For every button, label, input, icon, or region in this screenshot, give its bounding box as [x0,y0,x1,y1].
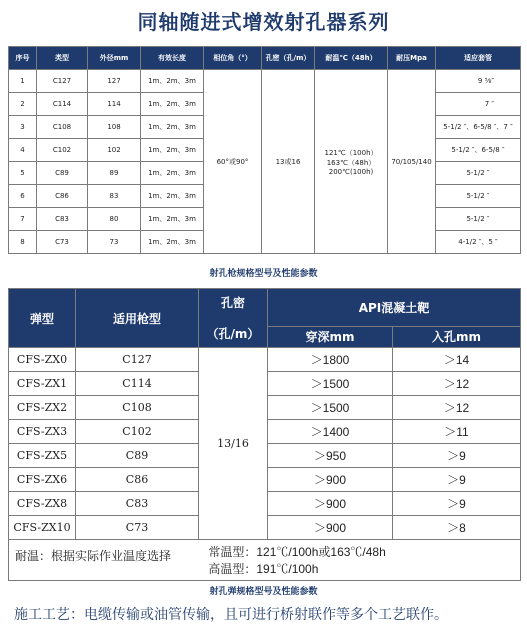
header-density-top: 孔密 [220,296,245,310]
row-pen: ＞1500 [268,372,393,396]
row-hole: ＞11 [393,420,521,444]
header-length: 有效长度 [141,47,204,70]
row-length: 1m、2m、3m [141,208,204,231]
row-od: 114 [88,93,141,116]
header-phase: 相位角（°） [204,47,262,70]
row-model: CFS-ZX6 [9,468,76,492]
header-no: 序号 [9,47,37,70]
table-row [9,348,521,372]
temperature-note-row [9,540,521,581]
temp-cell [315,70,388,254]
header-pen: 穿深mm [268,326,393,347]
row-model: CFS-ZX8 [9,492,76,516]
row-no: 3 [9,116,37,139]
header-density [199,289,268,348]
row-model: CFS-ZX10 [9,516,76,540]
row-gun: C86 [76,468,199,492]
row-length: 1m、2m、3m [141,185,204,208]
row-casing: 5-1/2 ″ [436,162,521,185]
row-no: 5 [9,162,37,185]
row-casing: 5-1/2 ″ [436,208,521,231]
header-density: 孔密（孔/m） [262,47,315,70]
row-length: 1m、2m、3m [141,70,204,93]
note-high: 高温型：191℃/100h [208,562,319,576]
row-gun: C83 [76,492,199,516]
row-pen: ＞1800 [268,348,393,372]
row-hole: ＞8 [393,516,521,540]
row-casing: 5-1/2 ″、6-5/8 ″、7 ″ [436,116,521,139]
row-hole: ＞14 [393,348,521,372]
row-type: C102 [37,139,88,162]
row-model: CFS-ZX5 [9,444,76,468]
row-hole: ＞9 [393,444,521,468]
row-hole: ＞9 [393,492,521,516]
row-hole: ＞12 [393,396,521,420]
header-hole: 入孔mm [393,326,521,347]
charge-density-cell: 13/16 [199,348,268,540]
note-left: 耐温：根据实际作业温度选择 [15,549,172,563]
row-od: 89 [88,162,141,185]
row-hole: ＞12 [393,372,521,396]
row-type: C127 [37,70,88,93]
row-model: CFS-ZX2 [9,396,76,420]
row-type: C114 [37,93,88,116]
row-model: CFS-ZX3 [9,420,76,444]
row-pen: ＞900 [268,516,393,540]
row-type: C83 [37,208,88,231]
header-model: 弹型 [9,289,76,348]
row-pen: ＞900 [268,468,393,492]
charge-table-header-row [9,289,521,327]
row-no: 6 [9,185,37,208]
row-casing: 7 ″ [436,93,521,116]
row-no: 7 [9,208,37,231]
row-casing: 4-1/2 ″、5 ″ [436,231,521,254]
row-pen: ＞950 [268,444,393,468]
row-length: 1m、2m、3m [141,162,204,185]
row-type: C73 [37,231,88,254]
row-length: 1m、2m、3m [141,116,204,139]
header-temp: 耐温℃（48h） [315,47,388,70]
header-casing: 适应套管 [436,47,521,70]
header-gun: 适用枪型 [76,289,199,348]
header-od: 外径mm [88,47,141,70]
charge-table-caption: 射孔弹规格型号及性能参数 [209,587,318,597]
row-gun: C114 [76,372,199,396]
row-no: 2 [9,93,37,116]
temp-line-3: 200℃(100h) [328,167,374,176]
gun-table-caption: 射孔枪规格型号及性能参数 [209,269,318,279]
row-type: C89 [37,162,88,185]
row-hole: ＞9 [393,468,521,492]
row-gun: C127 [76,348,199,372]
row-gun: C108 [76,396,199,420]
row-gun: C89 [76,444,199,468]
header-type: 类型 [37,47,88,70]
row-gun: C73 [76,516,199,540]
temperature-note [9,540,521,581]
page-title: 同轴随进式增效射孔器系列 [137,10,390,34]
row-casing: 5-1/2 ″ [436,185,521,208]
row-pen: ＞900 [268,492,393,516]
row-length: 1m、2m、3m [141,231,204,254]
row-pen: ＞1500 [268,396,393,420]
row-od: 127 [88,70,141,93]
pressure-cell: 70/105/140 [388,70,436,254]
row-no: 1 [9,70,37,93]
charge-spec-table [8,288,521,581]
row-casing: 5-1/2 ″、6-5/8 ″ [436,139,521,162]
density-cell: 13或16 [262,70,315,254]
gun-spec-table [8,46,521,254]
row-length: 1m、2m、3m [141,139,204,162]
process-text: 施工工艺：电缆传输或油管传输，且可进行桥射联作等多个工艺联作。 [14,606,448,622]
row-od: 80 [88,208,141,231]
row-od: 83 [88,185,141,208]
gun-table-header-row [9,47,521,70]
row-no: 4 [9,139,37,162]
row-od: 73 [88,231,141,254]
row-model: CFS-ZX1 [9,372,76,396]
header-density-bottom: （孔/m） [206,327,260,341]
header-api: API混凝土靶 [268,289,521,327]
table-row [9,70,521,93]
row-type: C86 [37,185,88,208]
row-od: 108 [88,116,141,139]
row-length: 1m、2m、3m [141,93,204,116]
row-no: 8 [9,231,37,254]
row-gun: C102 [76,420,199,444]
row-pen: ＞1400 [268,420,393,444]
row-casing: 9 ⁵⁄₈″ [436,70,521,93]
temp-line-1: 121℃（100h） [324,148,378,157]
temp-line-2: 163℃（48h） [326,158,376,167]
row-model: CFS-ZX0 [9,348,76,372]
header-pressure: 耐压Mpa [388,47,436,70]
note-normal: 常温型：121℃/100h或163℃/48h [208,545,386,559]
row-od: 102 [88,139,141,162]
row-type: C108 [37,116,88,139]
phase-cell: 60°或90° [204,70,262,254]
note-right [208,543,385,577]
